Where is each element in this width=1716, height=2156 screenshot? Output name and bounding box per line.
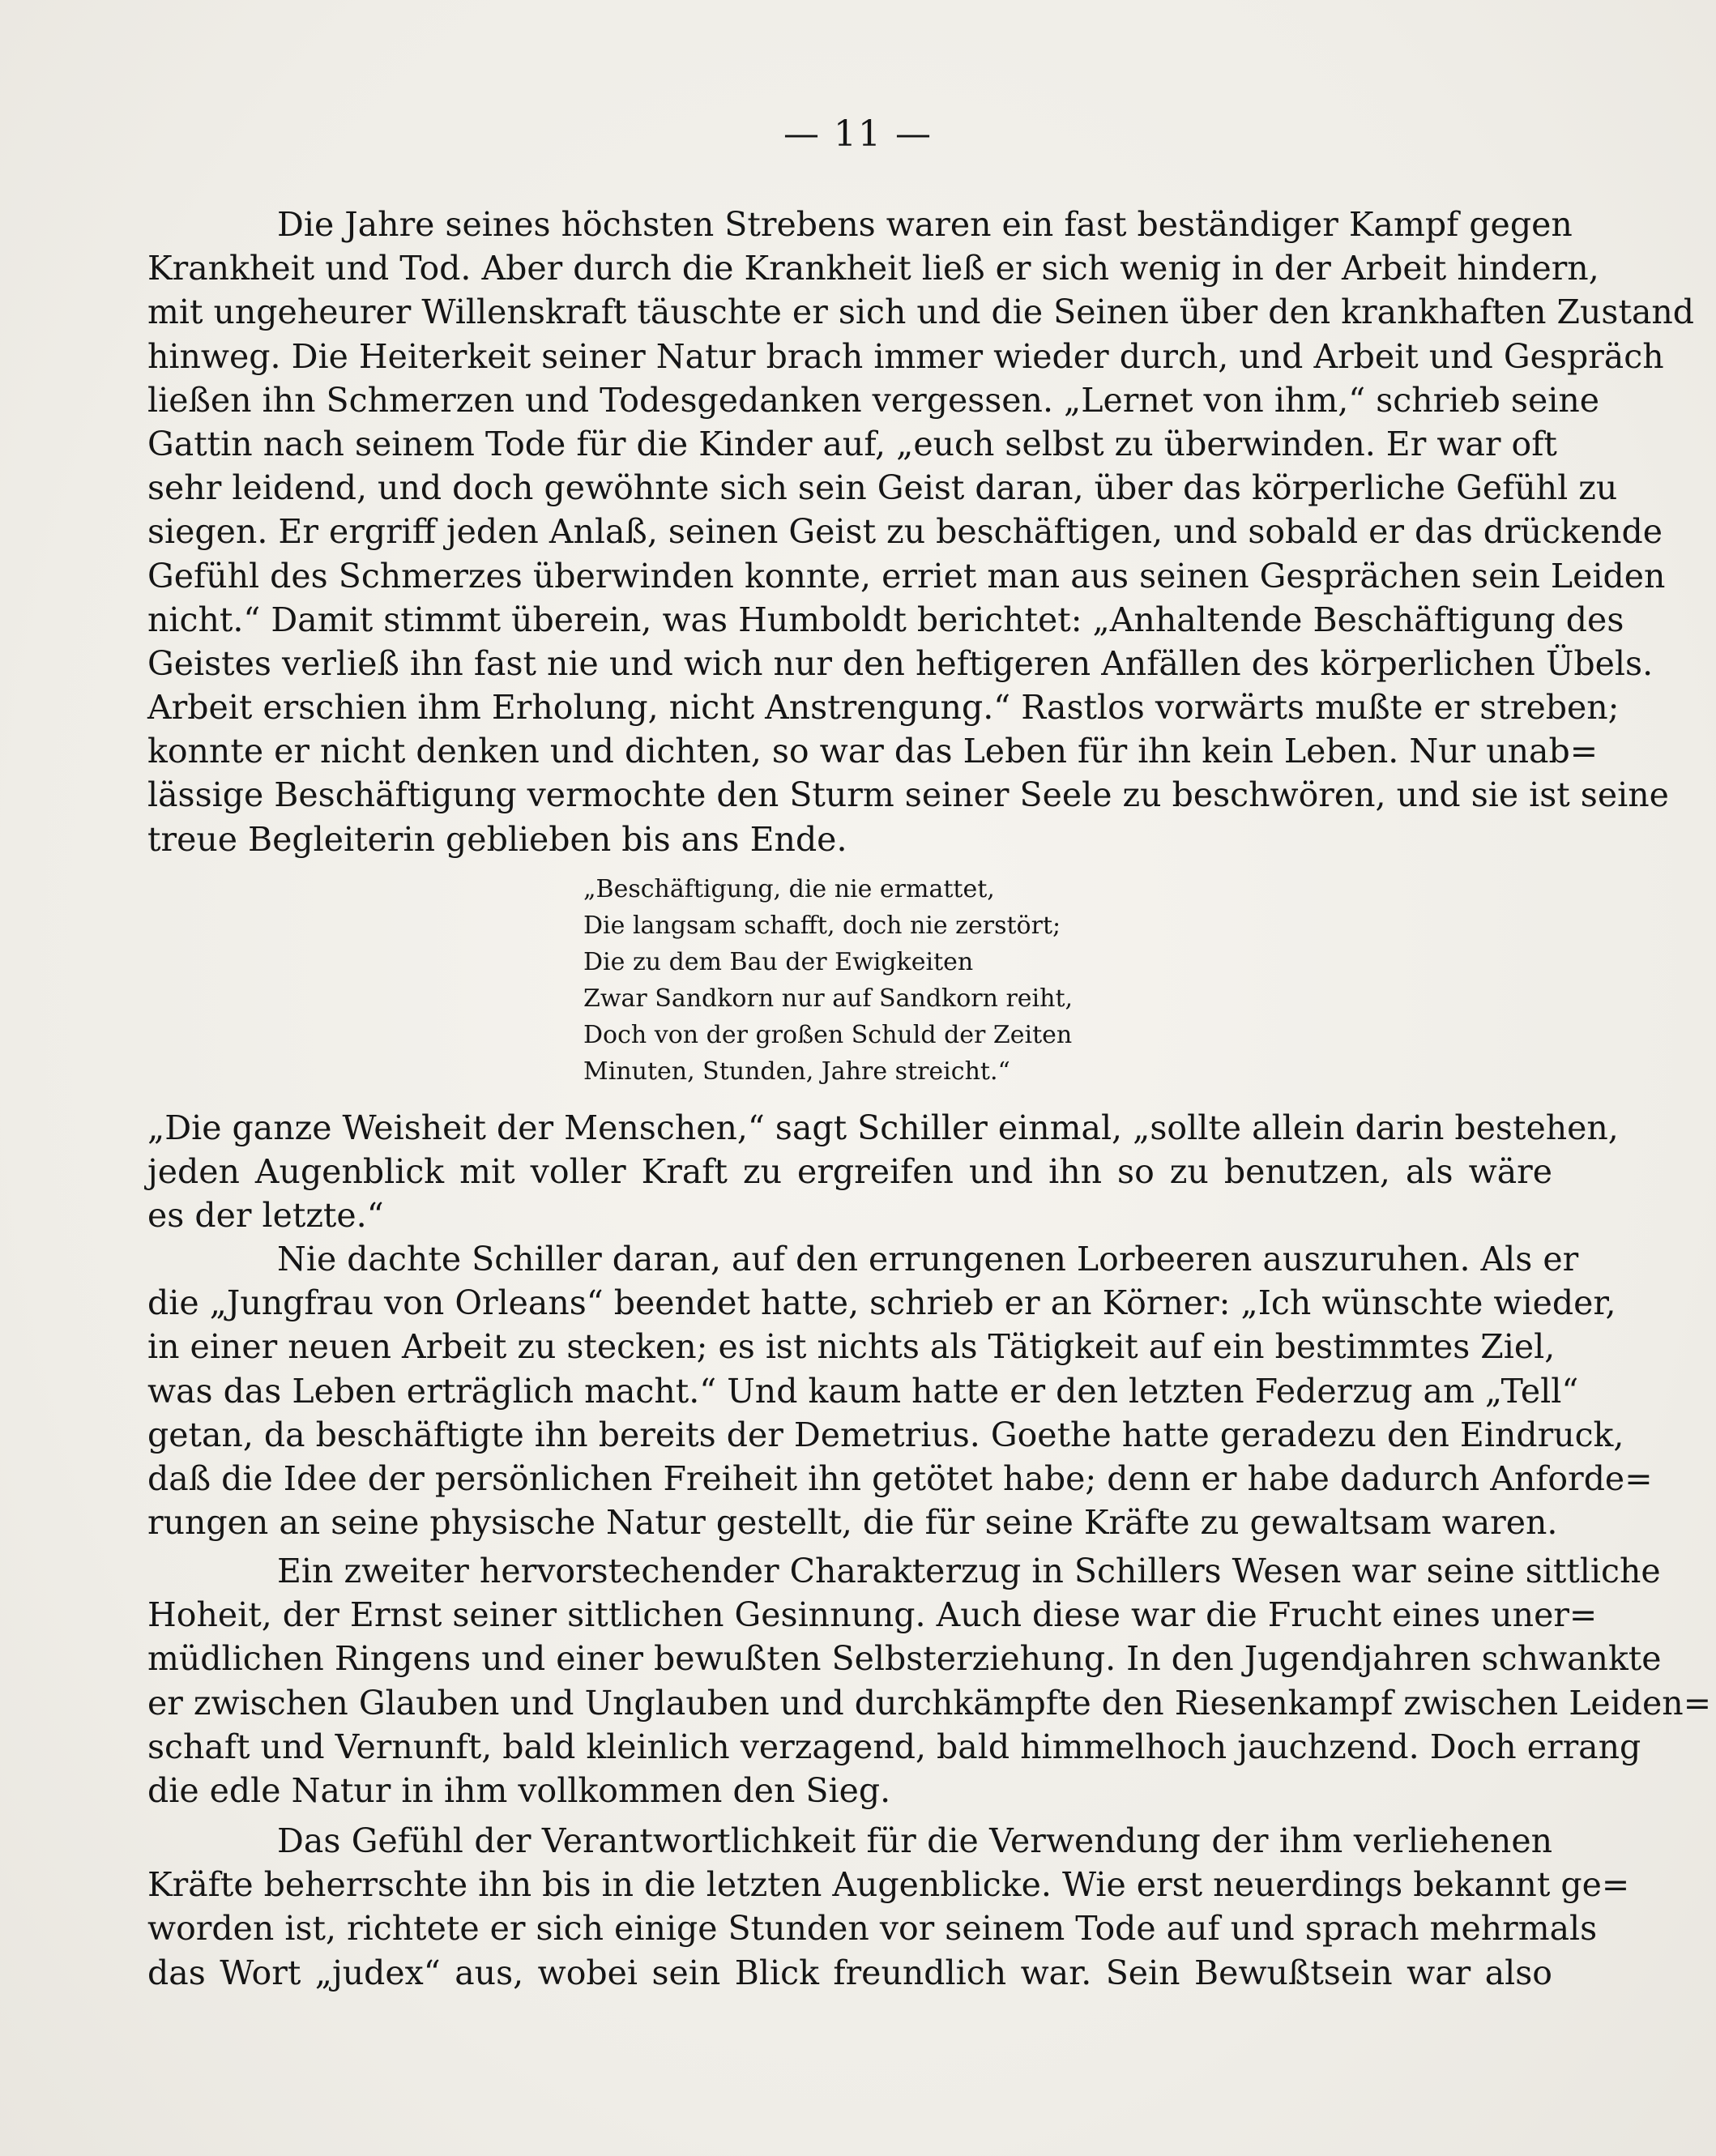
text-line: sehr leidend, und doch gewöhnte sich sein Geist daran, über das körperliche Gefühl zu — [147, 468, 1618, 508]
text-line: schaft und Vernunft, bald kleinlich verzagend, bald himmelhoch jauchzend. Doch errang — [147, 1727, 1641, 1766]
poem-line: Die langsam schafft, doch nie zerstört; — [583, 911, 1061, 940]
text-line: Nie dachte Schiller daran, auf den errungenen Lorbeeren auszuruhen. Als er — [277, 1240, 1579, 1279]
text-line: Geistes verließ ihn fast nie und wich nur den heftigeren Anfällen des körperlichen Übels. — [147, 643, 1654, 683]
text-line: siegen. Er ergriff jeden Anlaß, seinen Geist zu beschäftigen, und sobald er das drückende — [147, 512, 1663, 552]
paragraph-4 — [147, 1549, 1712, 1812]
text-line: Krankheit und Tod. Aber durch die Krankheit ließ er sich wenig in der Arbeit hindern, — [147, 249, 1599, 288]
text-line: getan, da beschäftigte ihn bereits der Demetrius. Goethe hatte geradezu den Eindruck, — [147, 1415, 1624, 1454]
page-number: — 11 — — [783, 113, 933, 155]
text-line: die edle Natur in ihm vollkommen den Sieg. — [147, 1770, 891, 1810]
text-line: daß die Idee der persönlichen Freiheit ihn getötet habe; denn er habe dadurch Anforde= — [147, 1458, 1653, 1498]
text-line: Gattin nach seinem Tode für die Kinder auf, „euch selbst zu überwinden. Er war oft — [147, 424, 1557, 463]
text-line: konnte er nicht denken und dichten, so war das Leben für ihn kein Leben. Nur unab= — [147, 732, 1599, 771]
paragraph-1 — [147, 203, 1695, 861]
text-line: Ein zweiter hervorstechender Charakterzug in Schillers Wesen war seine sittliche — [277, 1552, 1661, 1590]
text-line: was das Leben erträglich macht.“ Und kaum hatte er den letzten Federzug am „Tell“ — [147, 1371, 1579, 1411]
poem-quote — [583, 871, 1313, 1090]
poem-line: „Beschäftigung, die nie ermattet, — [583, 875, 995, 903]
text-line: „Die ganze Weisheit der Menschen,“ sagt Schiller einmal, „sollte allein darin bestehen, — [147, 1108, 1619, 1147]
text-line: Arbeit erschien ihm Erholung, nicht Anstrengung.“ Rastlos vorwärts mußte er streben; — [147, 688, 1620, 728]
paragraph-2 — [147, 1106, 1619, 1238]
text-line: rungen an seine physische Natur gestellt, die für seine Kräfte zu gewaltsam waren. — [147, 1503, 1558, 1543]
text-line: worden ist, richtete er sich einige Stunden vor seinem Tode auf und sprach mehrmals — [147, 1909, 1598, 1949]
poem-line: Doch von der großen Schuld der Zeiten — [583, 1021, 1073, 1049]
text-line: Das Gefühl der Verantwortlichkeit für die Verwendung der ihm verliehenen — [277, 1821, 1552, 1860]
poem-line: Minuten, Stunden, Jahre streicht.“ — [583, 1057, 1010, 1086]
text-line: jeden Augenblick mit voller Kraft zu ergreifen und ihn so zu benutzen, als wäre — [147, 1152, 1552, 1192]
text-line: nicht.“ Damit stimmt überein, was Humboldt berichtet: „Anhaltende Beschäftigung des — [147, 600, 1624, 639]
text-line: die „Jungfrau von Orleans“ beendet hatte, schrieb er an Körner: „Ich wünschte wieder, — [147, 1283, 1616, 1323]
text-line: Kräfte beherrschte ihn bis in die letzten Augenblicke. Wie erst neuerdings bekannt ge= — [147, 1865, 1630, 1905]
text-line: es der letzte.“ — [147, 1196, 384, 1236]
text-line: Die Jahre seines höchsten Strebens waren ein fast beständiger Kampf gegen — [277, 205, 1573, 244]
text-line: in einer neuen Arbeit zu stecken; es ist nichts als Tätigkeit auf ein bestimmtes Ziel, — [147, 1327, 1556, 1367]
text-line: Gefühl des Schmerzes überwinden konnte, erriet man aus seinen Gesprächen sein Leiden — [147, 556, 1666, 596]
paragraph-3 — [147, 1237, 1653, 1544]
text-line: er zwischen Glauben und Unglauben und durchkämpfte den Riesenkampf zwischen Leiden= — [147, 1683, 1712, 1723]
text-line: ließen ihn Schmerzen und Todesgedanken vergessen. „Lernet von ihm,“ schrieb seine — [147, 380, 1599, 420]
text-line: lässige Beschäftigung vermochte den Sturm seiner Seele zu beschwören, und sie ist seine — [147, 775, 1669, 815]
poem-line: Zwar Sandkorn nur auf Sandkorn reiht, — [583, 984, 1074, 1013]
poem-line: Die zu dem Bau der Ewigkeiten — [583, 948, 974, 976]
text-line: hinweg. Die Heiterkeit seiner Natur brach immer wieder durch, und Arbeit und Gespräch — [147, 336, 1664, 376]
text-line: müdlichen Ringens und einer bewußten Selbsterziehung. In den Jugendjahren schwankte — [147, 1639, 1662, 1679]
text-line: das Wort „judex“ aus, wobei sein Blick freundlich war. Sein Bewußtsein war also — [147, 1953, 1552, 1992]
text-line: Hoheit, der Ernst seiner sittlichen Gesinnung. Auch diese war die Frucht eines uner= — [147, 1595, 1598, 1635]
text-line: mit ungeheurer Willenskraft täuschte er sich und die Seinen über den krankhaften Zustand — [147, 292, 1695, 332]
paragraph-5 — [147, 1819, 1630, 1995]
text-line: treue Begleiterin geblieben bis ans Ende. — [147, 819, 847, 859]
